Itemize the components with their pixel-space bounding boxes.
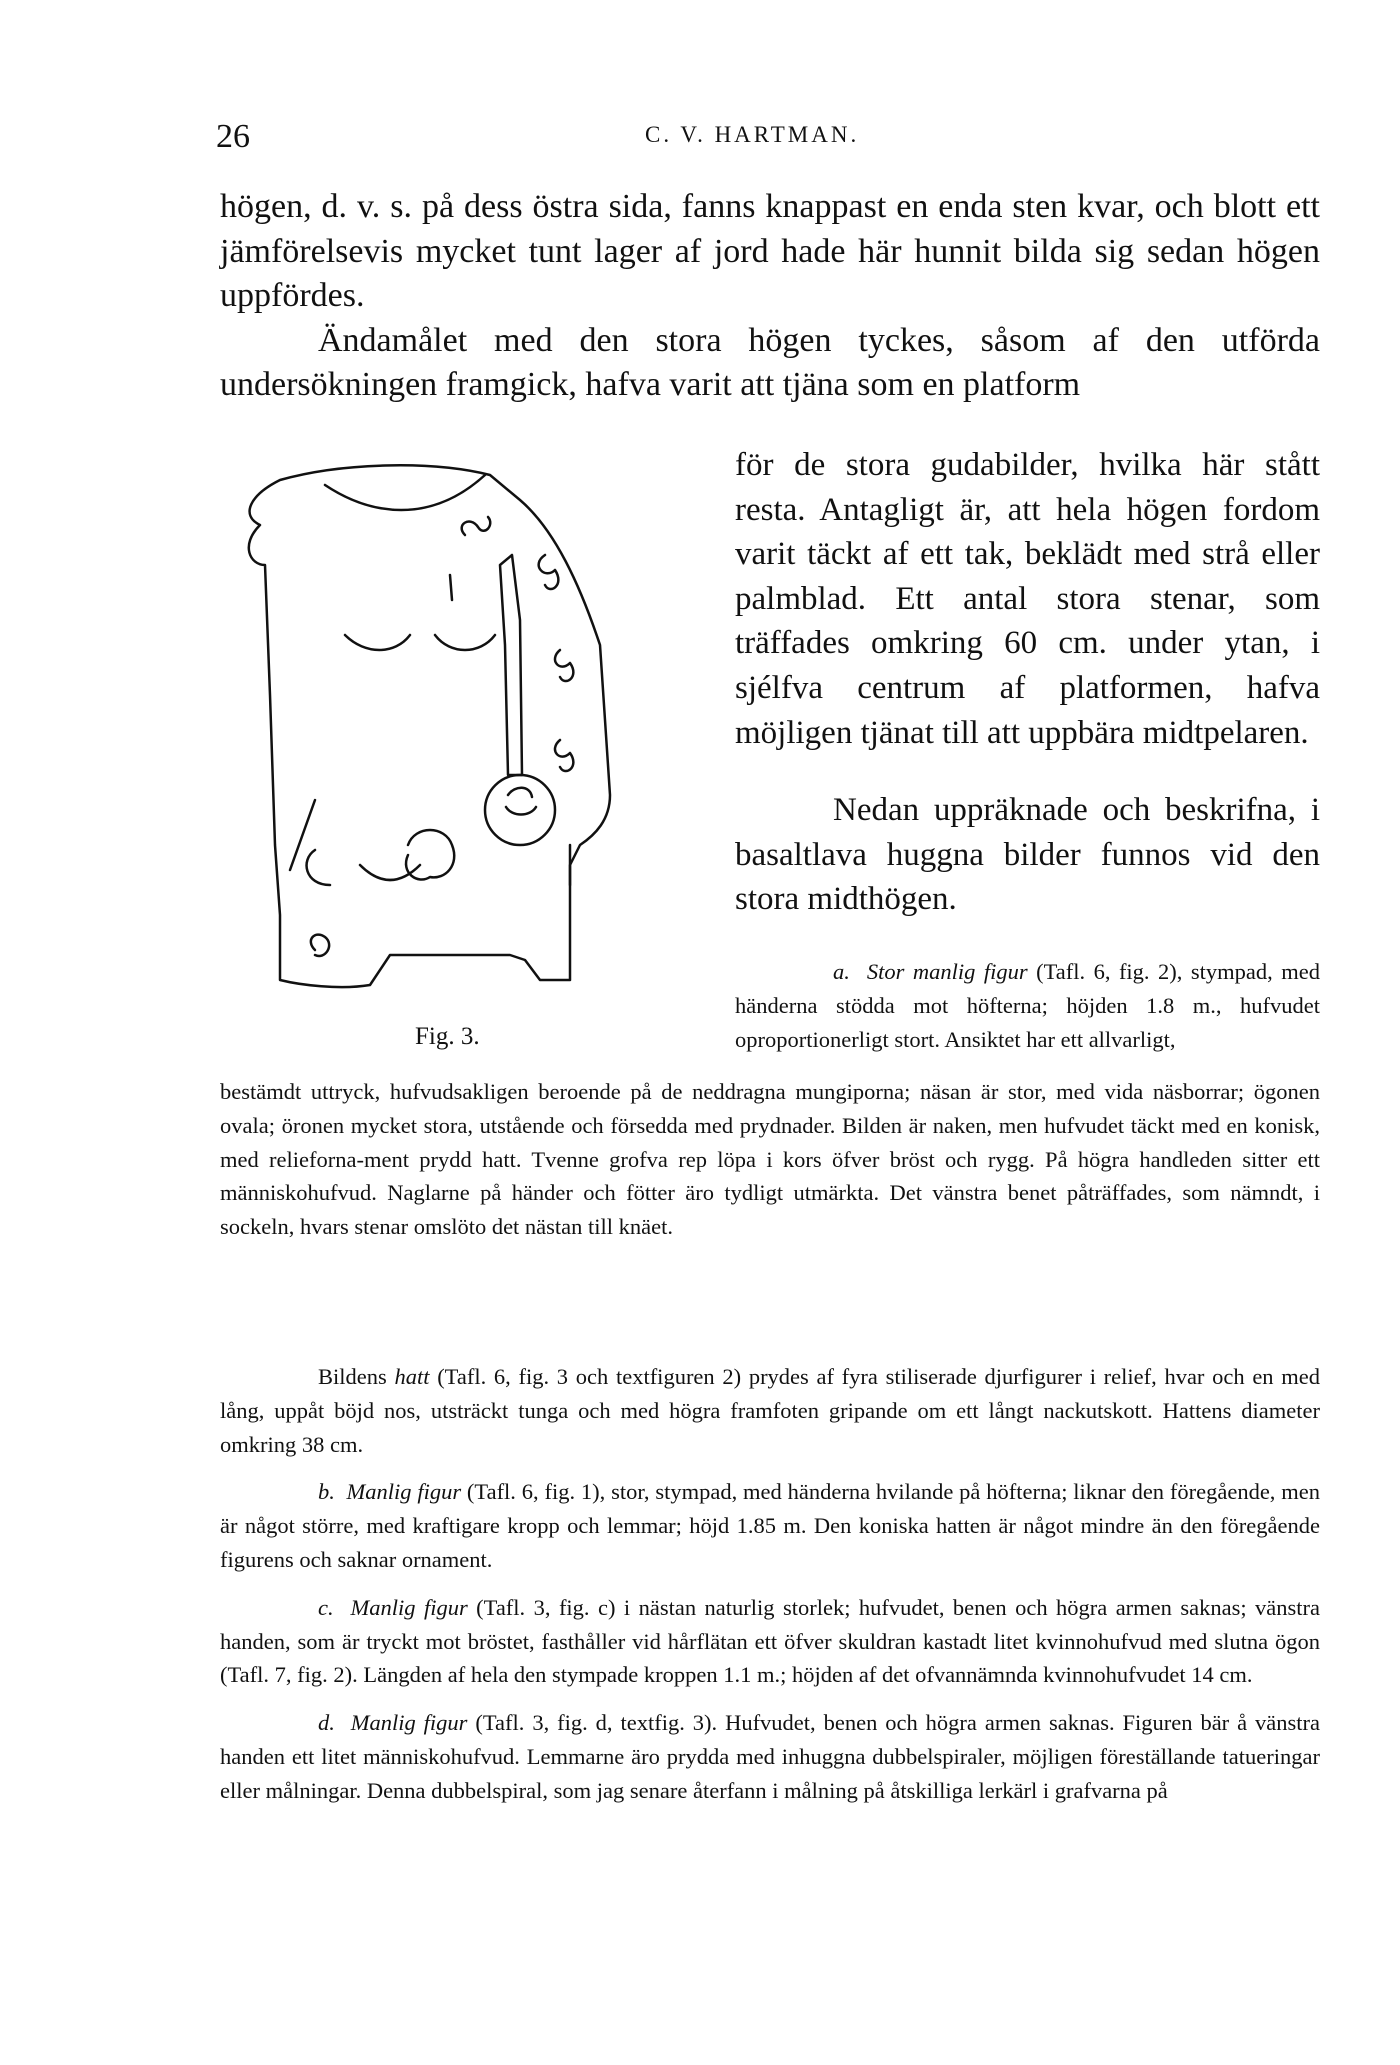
running-head: C. V. HARTMAN. [645, 122, 860, 147]
item-b-letter: b. [318, 1479, 335, 1505]
hatt-em: hatt [394, 1364, 430, 1389]
waist-curve [360, 865, 420, 880]
collar-curve [325, 475, 485, 510]
item-d-paragraph [220, 1706, 1320, 1807]
item-b-title: Manlig figur [346, 1479, 462, 1505]
side-column-text [735, 410, 1320, 1079]
torso-illustration [220, 445, 730, 1035]
pectoral-left [345, 635, 410, 650]
item-c-paragraph [220, 1591, 1320, 1692]
crescent [307, 850, 330, 885]
item-b-paragraph [220, 1475, 1320, 1576]
item-d-letter: d. [318, 1710, 335, 1736]
intro-text [220, 185, 1320, 408]
page-number: 26 [216, 118, 250, 155]
spiral-2 [539, 555, 559, 589]
paragraph-andamalet: Ändamålet med den stora högen tyckes, såsom af den utförda undersökningen framgick, hafva varit att tjäna som en platform [220, 321, 1320, 404]
catalogue-text [220, 1360, 1320, 1808]
item-d-title: Manlig figur [350, 1710, 468, 1736]
spiral-1 [462, 517, 491, 535]
paragraph-nedan: Nedan uppräknade och beskrifna, i basaltlava huggna bilder funnos vid den stora midthögen. [735, 792, 1320, 918]
paragraph-bestamdt: bestämdt uttryck, hufvudsakligen beroende på de neddragna mungiporna; näsan är stor, med vida näsborrar; ögonen ovala; öronen mycket stora, utstående och försedda med prydnader. Bilden är naken, men hufvudet täckt med en konisk, med relieforna-ment prydd hatt. Tvenne grofva rep löpa i kors öfver bröst och rygg. På högra handleden sitter ett människohufvud. Naglarne på händer och fötter äro tydligt utmärkta. Det vänstra benet påträffades, som nämndt, i sockeln, hvars stenar omslöto det nästan till knäet. [220, 1079, 1320, 1240]
page-header [0, 118, 1400, 158]
item-c-letter: c. [318, 1594, 334, 1620]
item-a-text: (Tafl. 6, fig. 2), stympad, med händerna stödda mot höfterna; höjden 1.8 m., hufvudet oproportionerligt stort. Ansiktet har ett allvarligt, [735, 958, 1320, 1052]
item-c-title: Manlig figur [350, 1594, 468, 1620]
hatt-post: (Tafl. 6, fig. 3 och textfiguren 2) prydes af fyra stiliserade djurfigurer i relief, hvar och en med lång, uppåt böjd nos, utsträckt tunga och med högra framfoten gripande om ett långt nackutskott. Hattens diameter omkring 38 cm. [220, 1364, 1320, 1457]
paragraph-hogen: högen, d. v. s. på dess östra sida, fanns knappast en enda sten kvar, och blott ett jämförelsevis mycket tunt lager af jord hade här hunnit bilda sig sedan högen uppfördes. [220, 188, 1320, 315]
paragraph-hatt [220, 1360, 1320, 1461]
item-a-title: Stor manlig figur [866, 958, 1028, 984]
spiral-5 [311, 935, 329, 956]
spiral-4 [555, 740, 573, 771]
leg-line [290, 800, 315, 870]
figure-caption: Fig. 3. [415, 1023, 480, 1050]
hatt-pre: Bildens [318, 1364, 395, 1389]
chest-line [450, 575, 452, 600]
item-a-paragraph [735, 955, 1320, 1056]
spiral-3 [555, 650, 573, 681]
item-b-text: (Tafl. 6, fig. 1), stor, stympad, med händerna hvilande på höfterna; liknar den föregående, men är något större, med kraftigare kropp och lemmar; höjd 1.85 m. Den koniska hatten är något mindre än den föregående figurens och saknar ornament. [220, 1479, 1320, 1572]
item-a-letter: a. [833, 958, 850, 984]
arm-band [500, 555, 522, 775]
continued-text [220, 1075, 1320, 1244]
paragraph-andamalet-continued: för de stora gudabilder, hvilka här stått resta. Antagligt är, att hela högen fordom varit täckt af ett tak, beklädt med strå eller palmblad. Ett antal stora stenar, som träffades omkring 60 cm. under ytan, i sjélfva centrum af platformen, hafva möjligen tjänat till att uppbära midtpelaren. [735, 447, 1320, 751]
pectoral-right [435, 635, 495, 650]
small-head [485, 775, 555, 845]
figure-3 [220, 445, 730, 1050]
torso-outline [249, 465, 610, 987]
item-d-text: (Tafl. 3, fig. d, textfig. 3). Hufvudet, benen och högra armen saknas. Figuren bär å vänstra handen ett litet människohufvud. Lemmarne äro prydda med inhuggna dubbelspiraler, möjligen föreställande tatueringar eller målningar. Denna dubbelspiral, som jag senare återfann i målning på åtskilliga lerkärl i grafvarna på [220, 1710, 1321, 1803]
item-c-text: (Tafl. 3, fig. c) i nästan naturlig storlek; hufvudet, benen och högra armen saknas; vänstra handen, som är tryckt mot bröstet, fasthåller vid hårflätan ett öfver skuldran kastadt litet kvinnohufvud med slutna ögon (Tafl. 7, fig. 2). Längden af hela den stympade kroppen 1.1 m.; höjden af det ofvannämnda kvinnohufvudet 14 cm. [220, 1594, 1321, 1688]
small-head-face [506, 788, 536, 815]
